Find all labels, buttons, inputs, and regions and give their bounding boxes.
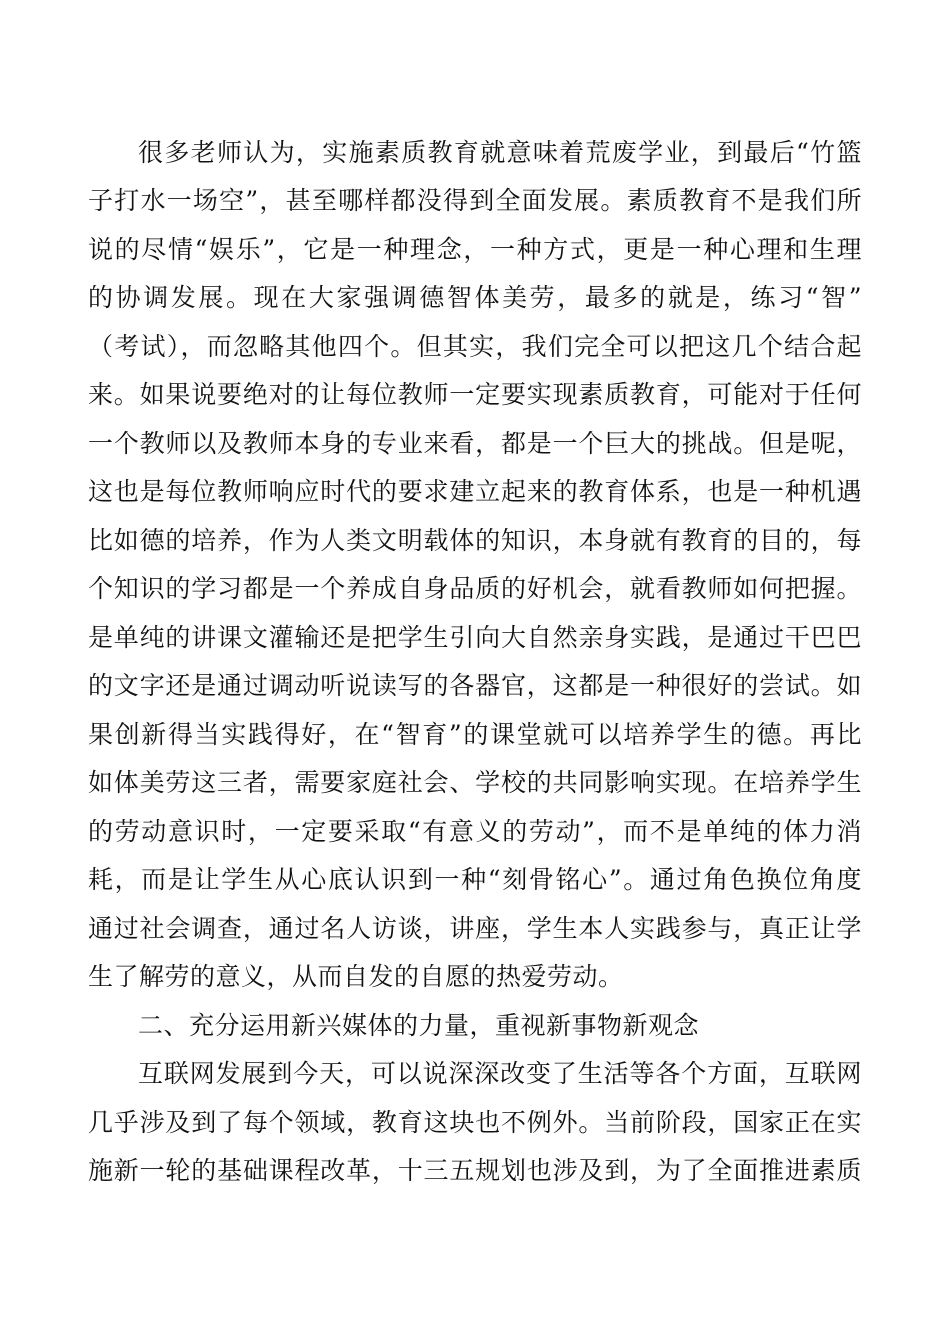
text-line: 耗，而是让学生从心底认识到一种“刻骨铭心”。通过角色换位角度 (88, 865, 862, 894)
text-line: 互联网发展到今天，可以说深深改变了生活等各个方面，互联网 (138, 1059, 862, 1088)
text-line: 一个教师以及教师本身的专业来看，都是一个巨大的挑战。但是呢， (88, 429, 862, 458)
text-line: 施新一轮的基础课程改革，十三五规划也涉及到，为了全面推进素质 (88, 1156, 862, 1185)
text-line: （考试），而忽略其他四个。但其实，我们完全可以把这几个结合起 (88, 332, 862, 361)
text-line: 子打水一场空”，甚至哪样都没得到全面发展。素质教育不是我们所 (88, 186, 862, 215)
text-line: 生了解劳的意义，从而自发的自愿的热爱劳动。 (88, 962, 624, 991)
text-line: 很多老师认为，实施素质教育就意味着荒废学业，到最后“竹篮 (138, 138, 862, 167)
text-line: 通过社会调查，通过名人访谈，讲座，学生本人实践参与，真正让学 (88, 914, 862, 943)
text-line: 这也是每位教师响应时代的要求建立起来的教育体系，也是一种机遇 (88, 477, 862, 506)
text-line: 来。如果说要绝对的让每位教师一定要实现素质教育，可能对于任何 (88, 380, 862, 409)
text-line: 几乎涉及到了每个领域，教育这块也不例外。当前阶段，国家正在实 (88, 1108, 862, 1137)
text-line: 的协调发展。现在大家强调德智体美劳，最多的就是，练习“智” (88, 283, 862, 312)
text-line: 的劳动意识时，一定要采取“有意义的劳动”，而不是单纯的体力消 (88, 817, 862, 846)
text-line: 果创新得当实践得好，在“智育”的课堂就可以培养学生的德。再比 (88, 720, 862, 749)
text-line: 如体美劳这三者，需要家庭社会、学校的共同影响实现。在培养学生 (88, 768, 862, 797)
text-line: 的文字还是通过调动听说读写的各器官，这都是一种很好的尝试。如 (88, 671, 862, 700)
text-line: 个知识的学习都是一个养成自身品质的好机会，就看教师如何把握。 (88, 574, 862, 603)
section-heading: 二、充分运用新兴媒体的力量，重视新事物新观念 (138, 1011, 700, 1040)
text-line: 比如德的培养，作为人类文明载体的知识，本身就有教育的目的，每 (88, 526, 862, 555)
text-line: 说的尽情“娱乐”，它是一种理念，一种方式，更是一种心理和生理 (88, 235, 862, 264)
text-line: 是单纯的讲课文灌输还是把学生引向大自然亲身实践，是通过干巴巴 (88, 623, 862, 652)
